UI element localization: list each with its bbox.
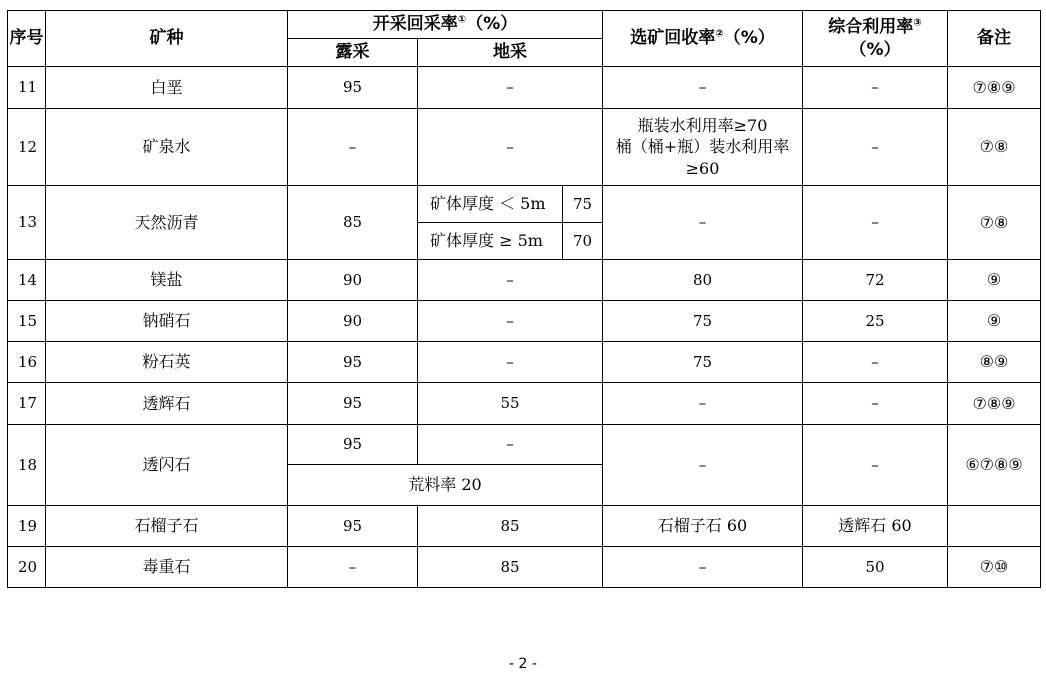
header-remarks: 备注 <box>948 11 1041 67</box>
cell-seq: 16 <box>8 342 46 383</box>
cell-mineral: 白垩 <box>46 67 288 109</box>
table-row <box>8 186 1041 223</box>
header-mining-recovery: 开采回采率①（%） <box>288 11 603 39</box>
cell-seq: 20 <box>8 547 46 588</box>
processing-line: ≥60 <box>685 158 720 178</box>
cell-mineral: 天然沥青 <box>46 186 288 260</box>
cell-processing: – <box>603 547 803 588</box>
cell-comprehensive: – <box>803 109 948 186</box>
page-number: - 2 - <box>509 656 537 672</box>
cell-seq: 12 <box>8 109 46 186</box>
cell-open-pit: 90 <box>288 301 418 342</box>
cell-mineral: 透辉石 <box>46 383 288 425</box>
table-row <box>8 67 1041 109</box>
cell-comprehensive: 25 <box>803 301 948 342</box>
cell-processing: 80 <box>603 260 803 301</box>
cell-processing: – <box>603 186 803 260</box>
processing-line: 桶（桶+瓶）装水利用率 <box>615 137 790 157</box>
cell-seq: 18 <box>8 425 46 506</box>
table-row <box>8 260 1041 301</box>
cell-seq: 14 <box>8 260 46 301</box>
table-row <box>8 383 1041 425</box>
cell-comprehensive: – <box>803 67 948 109</box>
cell-underground: – <box>418 425 603 465</box>
cell-thickness-condition: 矿体厚度 ＜ 5m <box>418 186 563 223</box>
cell-comprehensive: 透辉石 60 <box>803 506 948 547</box>
cell-underground: 85 <box>418 506 603 547</box>
cell-processing <box>603 109 803 186</box>
header-seq: 序号 <box>8 11 46 67</box>
table-row <box>8 109 1041 186</box>
cell-underground: – <box>418 67 603 109</box>
cell-open-pit: 95 <box>288 425 418 465</box>
cell-thickness-value: 70 <box>563 223 603 260</box>
cell-mineral: 矿泉水 <box>46 109 288 186</box>
cell-underground: – <box>418 109 603 186</box>
cell-mineral: 镁盐 <box>46 260 288 301</box>
cell-open-pit: 95 <box>288 67 418 109</box>
cell-processing: 75 <box>603 301 803 342</box>
cell-open-pit: – <box>288 547 418 588</box>
cell-open-pit: 85 <box>288 186 418 260</box>
cell-seq: 17 <box>8 383 46 425</box>
cell-seq: 15 <box>8 301 46 342</box>
cell-processing: – <box>603 383 803 425</box>
header-row-1 <box>8 11 1041 39</box>
cell-remarks: ⑦⑧ <box>948 109 1041 186</box>
cell-open-pit: – <box>288 109 418 186</box>
cell-remarks: ⑦⑩ <box>948 547 1041 588</box>
header-underground: 地采 <box>418 39 603 67</box>
cell-underground: – <box>418 342 603 383</box>
cell-comprehensive: – <box>803 186 948 260</box>
cell-comprehensive: 72 <box>803 260 948 301</box>
cell-comprehensive: 50 <box>803 547 948 588</box>
cell-open-pit: 95 <box>288 383 418 425</box>
cell-processing: – <box>603 67 803 109</box>
cell-mineral: 毒重石 <box>46 547 288 588</box>
header-comprehensive-utilization: 综合利用率③（%） <box>803 11 948 67</box>
cell-comprehensive: – <box>803 425 948 506</box>
cell-mineral: 钠硝石 <box>46 301 288 342</box>
table-row <box>8 547 1041 588</box>
cell-underground: – <box>418 301 603 342</box>
cell-processing: 石榴子石 60 <box>603 506 803 547</box>
cell-comprehensive: – <box>803 383 948 425</box>
cell-seq: 11 <box>8 67 46 109</box>
cell-open-pit: 95 <box>288 506 418 547</box>
cell-open-pit: 90 <box>288 260 418 301</box>
table-row <box>8 301 1041 342</box>
cell-remarks: ⑦⑧⑨ <box>948 383 1041 425</box>
cell-open-pit: 95 <box>288 342 418 383</box>
table-row <box>8 425 1041 465</box>
mineral-recovery-table <box>7 10 1041 588</box>
cell-thickness-condition: 矿体厚度 ≥ 5m <box>418 223 563 260</box>
cell-remarks: ⑦⑧ <box>948 186 1041 260</box>
cell-seq: 13 <box>8 186 46 260</box>
cell-processing: – <box>603 425 803 506</box>
cell-remarks: ⑥⑦⑧⑨ <box>948 425 1041 506</box>
cell-remarks: ⑦⑧⑨ <box>948 67 1041 109</box>
cell-comprehensive: – <box>803 342 948 383</box>
processing-line: 瓶装水利用率≥70 <box>637 115 768 135</box>
cell-waste-rate: 荒料率 20 <box>288 465 603 506</box>
cell-remarks <box>948 506 1041 547</box>
cell-underground: 55 <box>418 383 603 425</box>
cell-underground: – <box>418 260 603 301</box>
cell-mineral: 石榴子石 <box>46 506 288 547</box>
cell-remarks: ⑧⑨ <box>948 342 1041 383</box>
table-row <box>8 506 1041 547</box>
cell-mineral: 粉石英 <box>46 342 288 383</box>
cell-remarks: ⑨ <box>948 301 1041 342</box>
cell-thickness-value: 75 <box>563 186 603 223</box>
header-processing-recovery: 选矿回收率②（%） <box>603 11 803 67</box>
header-mineral: 矿种 <box>46 11 288 67</box>
cell-processing: 75 <box>603 342 803 383</box>
table-row <box>8 342 1041 383</box>
cell-seq: 19 <box>8 506 46 547</box>
header-open-pit: 露采 <box>288 39 418 67</box>
cell-mineral: 透闪石 <box>46 425 288 506</box>
cell-underground: 85 <box>418 547 603 588</box>
cell-remarks: ⑨ <box>948 260 1041 301</box>
